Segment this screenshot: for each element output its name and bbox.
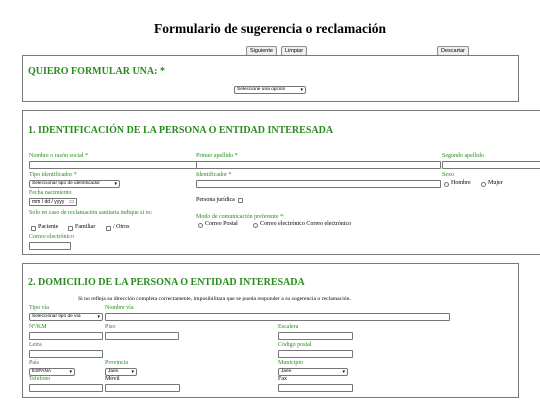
sexo-mujer-radio[interactable] (481, 182, 486, 187)
fax-label: Fax (278, 376, 287, 382)
siguiente-button[interactable]: Siguiente (246, 46, 277, 56)
identificacion-section (22, 110, 540, 255)
limpiar-button[interactable]: Limpiar (281, 46, 307, 56)
familiar-label: Familiar (75, 224, 96, 230)
calendar-icon[interactable]: ▭ (69, 199, 74, 205)
otros-label: / Otros (113, 224, 130, 230)
provincia-select[interactable]: Jaén ▾ (105, 368, 137, 376)
telefono-input[interactable] (29, 384, 103, 392)
page-title: Formulario de sugerencia o reclamación (154, 21, 386, 36)
fecha-label: Fecha nacimiento (29, 190, 72, 196)
chevron-down-icon: ▾ (300, 87, 303, 93)
primer-apellido-label: Primer apellido * (196, 153, 238, 159)
escalera-input[interactable] (278, 332, 353, 340)
codigo-postal-label: Código postal (278, 342, 312, 348)
domicilio-section (22, 263, 519, 398)
nombre-input[interactable] (29, 161, 197, 169)
sexo-label: Sexo (442, 172, 454, 178)
letra-input[interactable] (29, 350, 103, 358)
correo-electronico-option-label: Correo electrónico Correo electrónico (260, 221, 352, 227)
correo-electronico-input[interactable] (29, 242, 71, 250)
fecha-input[interactable]: mm / dd / yyyy ▭ (29, 198, 77, 206)
sanitaria-label: Solo en caso de reclamación sanitaria indique si es: (29, 210, 153, 216)
sexo-hombre-label: Hombre (451, 179, 471, 186)
familiar-checkbox[interactable] (68, 226, 73, 231)
segundo-apellido-label: Segundo apellido (442, 153, 484, 159)
provincia-label: Provincia (105, 360, 128, 366)
correo-electronico-radio[interactable] (253, 223, 258, 228)
quiero-title: QUIERO FORMULAR UNA: * (28, 66, 165, 77)
piso-label: Piso (105, 324, 116, 330)
correo-postal-label: Correo Postal (205, 221, 238, 227)
segundo-apellido-input[interactable] (442, 161, 540, 169)
comunicacion-label: Modo de comunicación preferente *: (196, 214, 285, 220)
nombre-via-label: Nombre vía (105, 305, 134, 311)
pais-label: País (29, 360, 40, 366)
persona-juridica-label: Persona jurídica (196, 197, 235, 203)
fax-input[interactable] (278, 384, 353, 392)
telefono-label: Teléfono (29, 376, 51, 382)
correo-postal-radio[interactable] (198, 223, 203, 228)
chevron-down-icon: ▾ (114, 181, 117, 187)
paciente-checkbox[interactable] (31, 226, 36, 231)
descartar-button[interactable]: Descartar (437, 46, 469, 56)
identificador-label: Identificador * (196, 172, 232, 178)
pais-select[interactable]: ESPAÑA ▾ (29, 368, 75, 376)
chevron-down-icon: ▾ (97, 314, 100, 320)
letra-label: Letra (29, 342, 42, 348)
movil-input[interactable] (105, 384, 180, 392)
tipo-solicitud-select[interactable]: Seleccione una opción ▾ (234, 86, 306, 94)
domicilio-notice: Si no refleja su dirección completa correctamente, imposibilitara que se pueda responder a su sugerencia o reclamación. (78, 296, 351, 302)
municipio-select[interactable]: Jaén ▾ (278, 368, 348, 376)
identificador-input[interactable] (196, 180, 441, 188)
tipo-identificador-label: Tipo identificador * (29, 172, 77, 178)
movil-label: Móvil (105, 376, 120, 382)
paciente-label: Paciente (38, 224, 59, 230)
chevron-down-icon: ▾ (131, 369, 134, 375)
nkm-label: Nº/KM (29, 324, 47, 330)
sexo-hombre-radio[interactable] (444, 182, 449, 187)
otros-checkbox[interactable] (106, 226, 111, 231)
tipo-via-select[interactable]: Seleccionar tipo de vía ▾ (29, 313, 103, 321)
identificacion-title: 1. IDENTIFICACIÓN DE LA PERSONA O ENTIDAD INTERESADA (28, 125, 334, 136)
domicilio-title: 2. DOMICILIO DE LA PERSONA O ENTIDAD INTERESADA (28, 277, 305, 288)
tipo-via-label: Tipo vía (29, 305, 49, 311)
tipo-identificador-select[interactable]: Seleccionar tipo de identificador ▾ (29, 180, 120, 188)
persona-juridica-checkbox[interactable] (238, 198, 243, 203)
codigo-postal-input[interactable] (278, 350, 353, 358)
municipio-label: Municipio (278, 360, 303, 366)
nkm-input[interactable] (29, 332, 103, 340)
sexo-mujer-label: Mujer (488, 179, 503, 186)
primer-apellido-input[interactable] (196, 161, 441, 169)
escalera-label: Escalera (278, 324, 299, 330)
chevron-down-icon: ▾ (69, 369, 72, 375)
chevron-down-icon: ▾ (342, 369, 345, 375)
nombre-label: Nombre o razón social * (29, 153, 88, 159)
correo-electronico-label: Correo electrónico (29, 234, 74, 240)
quiero-section (22, 55, 519, 102)
piso-input[interactable] (105, 332, 179, 340)
nombre-via-input[interactable] (105, 313, 450, 321)
